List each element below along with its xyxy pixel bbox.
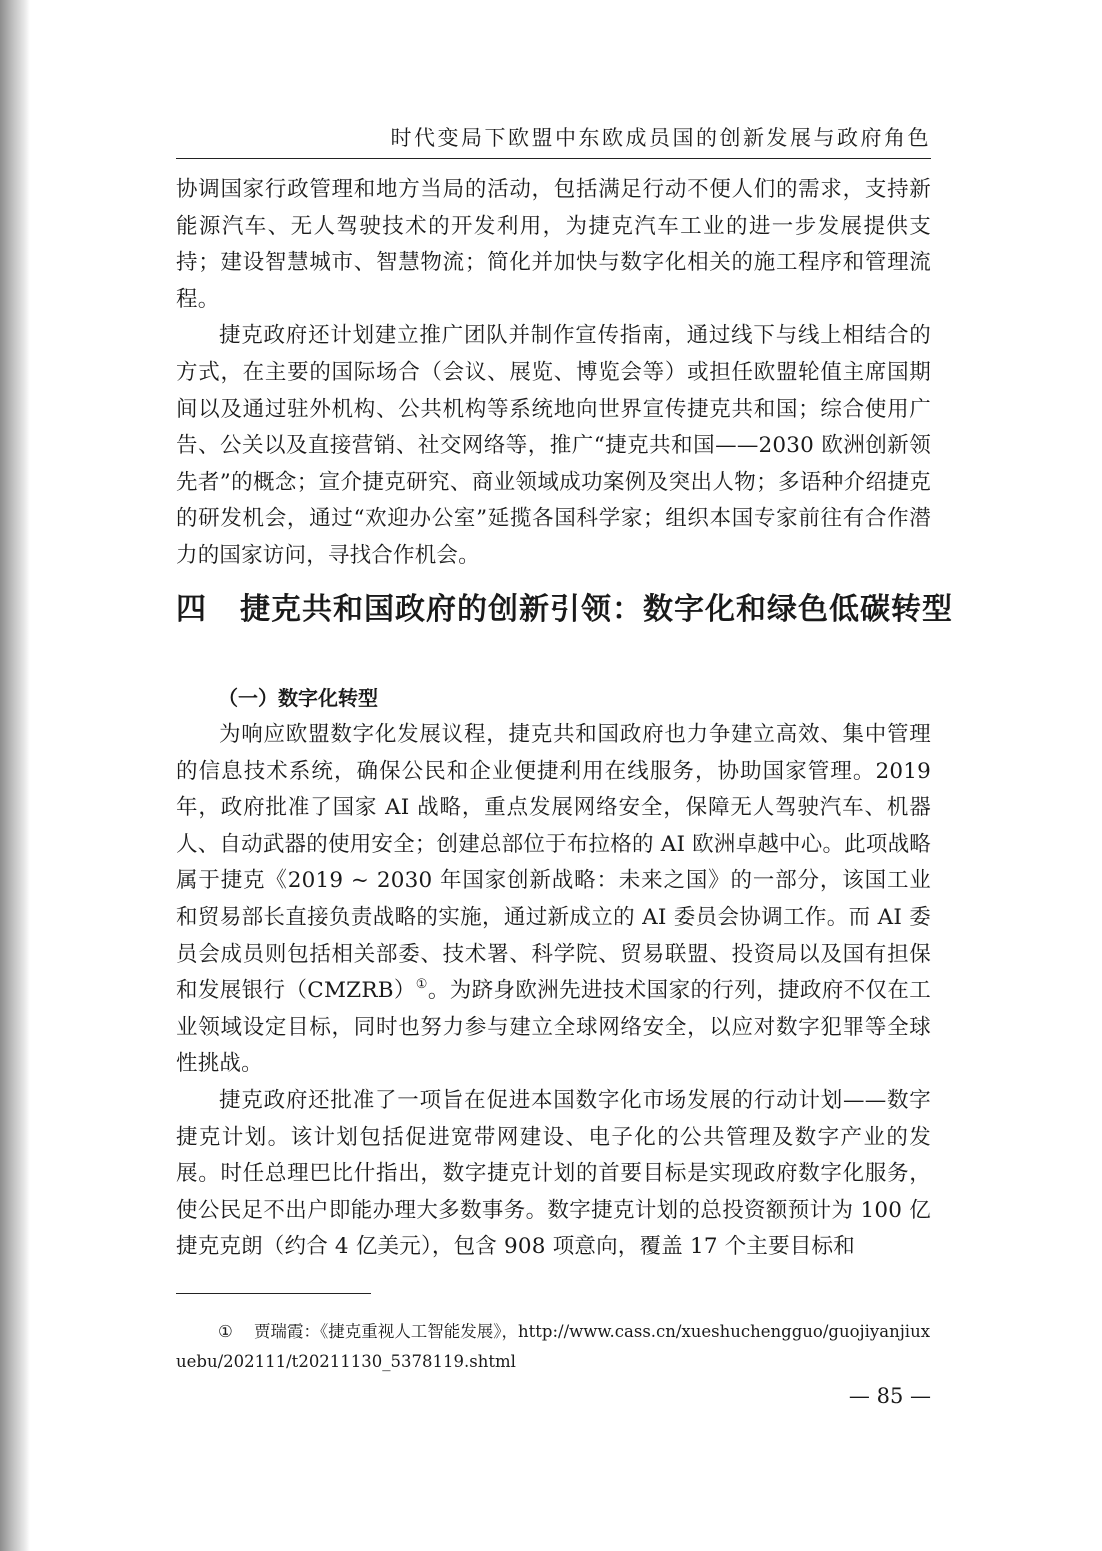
- binding-gutter-shadow: [0, 0, 30, 1551]
- page-number: — 85 —: [848, 1384, 931, 1408]
- paragraph-digital-strategy-part2: 。为跻身欧洲先进技术国家的行列，捷政府不仅在工业领域设定目标，同时也努力参与建立全球网络安全，以应对数字犯罪等全球性挑战。: [176, 978, 932, 1077]
- footnote-reference[interactable]: ①: [415, 977, 428, 993]
- paragraph-digital-strategy: [176, 717, 931, 1083]
- paragraph-promotion: 捷克政府还计划建立推广团队并制作宣传指南，通过线下与线上相结合的方式，在主要的国际场合（会议、展览、博览会等）或担任欧盟轮值主席国期间以及通过驻外机构、公共机构等系统地向世界宣传捷克共和国；综合使用广告、公关以及直接营销、社交网络等，推广“捷克共和国——2030 欧洲创新领先者”的概念；宣介捷克研究、商业领域成功案例及突出人物；多语种介绍捷克的研发机会，通过“欢迎办公室”延揽各国科学家；组织本国专家前往有合作潜力的国家访问，寻找合作机会。: [176, 323, 931, 568]
- section-title: 捷克共和国政府的创新引领：数字化和绿色低碳转型: [240, 592, 953, 627]
- paragraph-continued: 协调国家行政管理和地方当局的活动，包括满足行动不便人们的需求，支持新能源汽车、无人驾驶技术的开发利用，为捷克汽车工业的进一步发展提供支持；建设智慧城市、智慧物流；简化并加快与数字化相关的施工程序和管理流程。: [176, 177, 931, 312]
- body-text-bottom: [176, 717, 931, 1266]
- footnote-marker: ①: [218, 1322, 233, 1341]
- subsection-heading: （一）数字化转型: [218, 686, 378, 710]
- running-title: 时代变局下欧盟中东欧成员国的创新发展与政府角色: [390, 126, 931, 150]
- paragraph-digital-czech-plan: 捷克政府还批准了一项旨在促进本国数字化市场发展的行动计划——数字捷克计划。该计划包括促进宽带网建设、电子化的公共管理及数字产业的发展。时任总理巴比什指出，数字捷克计划的首要目标是实现政府数字化服务，使公民足不出户即能办理大多数事务。数字捷克计划的总投资额预计为 100 亿捷克克朗（约合 4 亿美元），包含 908 项意向，覆盖 17 个主要目标和: [176, 1087, 931, 1260]
- paragraph-digital-strategy-part1: 为响应欧盟数字化发展议程，捷克共和国政府也力争建立高效、集中管理的信息技术系统，确保公民和企业便捷利用在线服务，协助国家管理。2019 年，政府批准了国家 AI 战略，重点发展网络安全，保障无人驾驶汽车、机器人、自动武器的使用安全；创建总部位于布拉格的 AI 欧洲卓越中心。此项战略属于捷克《2019 ~ 2030 年国家创新战略：未来之国》的一部分，该国工业和贸易部长直接负责战略的实施，通过新成立的 AI 委员会协调工作。而 AI 委员会成员则包括相关部委、技术署、科学院、贸易联盟、投资局以及国有担保和发展银行（CMZRB）: [176, 722, 931, 1004]
- footnote-text: 贾瑞霞：《捷克重视人工智能发展》，http://www.cass.cn/xueshuchengguo/guojiyanjiuxuebu/202111/t20211130_5378119.shtml: [176, 1322, 931, 1371]
- running-header: [176, 118, 931, 159]
- section-heading: [176, 586, 953, 634]
- body-text-top: [176, 172, 931, 575]
- footnote-divider: [176, 1293, 371, 1294]
- footnote: [176, 1317, 931, 1377]
- section-number: 四: [176, 592, 207, 627]
